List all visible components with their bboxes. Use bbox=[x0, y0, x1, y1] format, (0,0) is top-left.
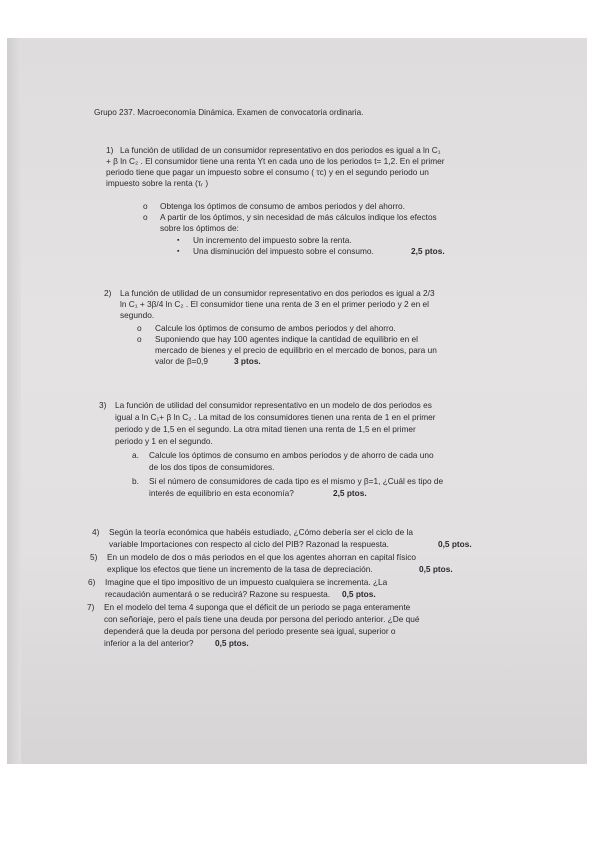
q5-number: 5) bbox=[90, 552, 98, 562]
q2-sub1-text: Calcule los óptimos de consumo de ambos periodos y del ahorro. bbox=[155, 323, 396, 333]
q1-line-4: impuesto sobre la renta (τᵣ ) bbox=[106, 178, 209, 188]
q1-sub2-line-1: A partir de los óptimos, y sin necesidad de más cálculos indique los efectos bbox=[160, 212, 437, 222]
q1-number: 1) bbox=[106, 145, 114, 155]
q5-points: 0,5 ptos. bbox=[419, 564, 453, 574]
q3-b-line-2: interés de equilibrio en esta economía? bbox=[149, 488, 294, 498]
q2-line-3: segundo. bbox=[120, 310, 155, 320]
q2-line-1: La función de utilidad de un consumidor representativo en dos periodos es igual a 2/3 bbox=[120, 288, 435, 298]
q3-line-2: igual a ln C₁+ β ln C₂ . La mitad de los consumidores tienen una renta de 1 en el primer bbox=[115, 412, 436, 422]
q2-line-2: ln C₁ + 3β/4 ln C₂ . El consumidor tiene una renta de 3 en el primer periodo y 2 en el bbox=[120, 299, 429, 309]
q1-sub1-marker: o bbox=[143, 201, 148, 211]
q7-line-2: con señoriaje, pero el país tiene una deuda por persona del periodo anterior. ¿De qué bbox=[104, 614, 420, 624]
q1-bullet1-text: Un incremento del impuesto sobre la renta. bbox=[193, 235, 352, 245]
exam-header: Grupo 237. Macroeconomía Dinámica. Examen de convocatoria ordinaria. bbox=[94, 108, 364, 117]
q6-points: 0,5 ptos. bbox=[342, 589, 376, 599]
q2-points: 3 ptos. bbox=[234, 356, 261, 366]
q5-line-1: En un modelo de dos o más periodos en el que los agentes ahorran en capital físico bbox=[107, 552, 417, 562]
q3-a-line-2: de los dos tipos de consumidores. bbox=[149, 462, 275, 472]
q3-b-label: b. bbox=[132, 476, 139, 486]
q4-number: 4) bbox=[92, 527, 100, 537]
q3-line-4: periodo y 1 en el segundo. bbox=[115, 436, 213, 446]
q2-sub1-marker: o bbox=[137, 323, 142, 333]
q2-sub2-line-1: Suponiendo que hay 100 agentes indique la cantidad de equilibrio en el bbox=[155, 334, 418, 344]
q1-bullet2-marker: ▪ bbox=[177, 248, 180, 255]
q1-bullet2-text: Una disminución del impuesto sobre el consumo. bbox=[193, 246, 374, 256]
q1-sub1-text: Obtenga los óptimos de consumo de ambos periodos y del ahorro. bbox=[160, 201, 405, 211]
q1-bullet1-marker: ▪ bbox=[177, 237, 180, 244]
q3-a-label: a. bbox=[132, 450, 139, 460]
q1-sub2-line-2: sobre los óptimos de: bbox=[160, 223, 239, 233]
q3-b-line-1: Si el número de consumidores de cada tipo es el mismo y β=1, ¿Cuál es tipo de bbox=[149, 476, 444, 486]
q6-line-2: recaudación aumentará o se reducirá? Razone su respuesta. bbox=[105, 589, 331, 599]
q1-line-3: periodo tiene que pagar un impuesto sobre el consumo ( τᴄ) y en el segundo periodo un bbox=[106, 167, 429, 177]
q3-points: 2,5 ptos. bbox=[333, 488, 367, 498]
q1-line-2: + β ln C₂ . El consumidor tiene una renta Yt en cada uno de los periodos t= 1,2. En el primer bbox=[106, 156, 445, 166]
exam-photo bbox=[7, 38, 587, 764]
q5-line-2: explique los efectos que tiene un incremento de la tasa de depreciación. bbox=[107, 564, 373, 574]
q2-number: 2) bbox=[104, 288, 112, 298]
q6-line-1: Imagine que el tipo impositivo de un impuesto cualquiera se incrementa. ¿La bbox=[105, 577, 388, 587]
q3-line-1: La función de utilidad del consumidor representativo en un modelo de dos periodos es bbox=[115, 400, 432, 410]
q1-line-1: La función de utilidad de un consumidor representativo en dos periodos es igual a ln C₁ bbox=[120, 145, 441, 155]
q1-sub2-marker: o bbox=[143, 212, 148, 222]
q4-line-1: Según la teoría económica que habéis estudiado, ¿Cómo debería ser el ciclo de la bbox=[109, 527, 413, 537]
q2-sub2-line-3: valor de β=0,9 bbox=[155, 356, 208, 366]
q7-line-1: En el modelo del tema 4 suponga que el déficit de un periodo se paga enteramente bbox=[104, 602, 411, 612]
q3-number: 3) bbox=[99, 400, 107, 410]
q7-line-4: inferior a la del anterior? bbox=[104, 638, 194, 648]
q3-a-line-1: Calcule los óptimos de consumo en ambos periodos y de ahorro de cada uno bbox=[149, 450, 434, 460]
q3-line-3: periodo y de 1,5 en el segundo. La otra mitad tienen una renta de 1,5 en el primer bbox=[115, 424, 416, 434]
q6-number: 6) bbox=[88, 577, 96, 587]
q4-line-2: variable Importaciones con respecto al ciclo del PIB? Razonad la respuesta. bbox=[109, 539, 389, 549]
q2-sub2-line-2: mercado de bienes y el precio de equilibrio en el mercado de bonos, para un bbox=[155, 345, 437, 355]
q2-sub2-marker: o bbox=[137, 334, 142, 344]
q7-points: 0,5 ptos. bbox=[215, 638, 249, 648]
q4-points: 0,5 ptos. bbox=[438, 539, 472, 549]
q1-points: 2,5 ptos. bbox=[411, 246, 445, 256]
q7-number: 7) bbox=[87, 602, 95, 612]
q7-line-3: dependerá que la deuda por persona del periodo presente sea igual, superior o bbox=[104, 626, 396, 636]
